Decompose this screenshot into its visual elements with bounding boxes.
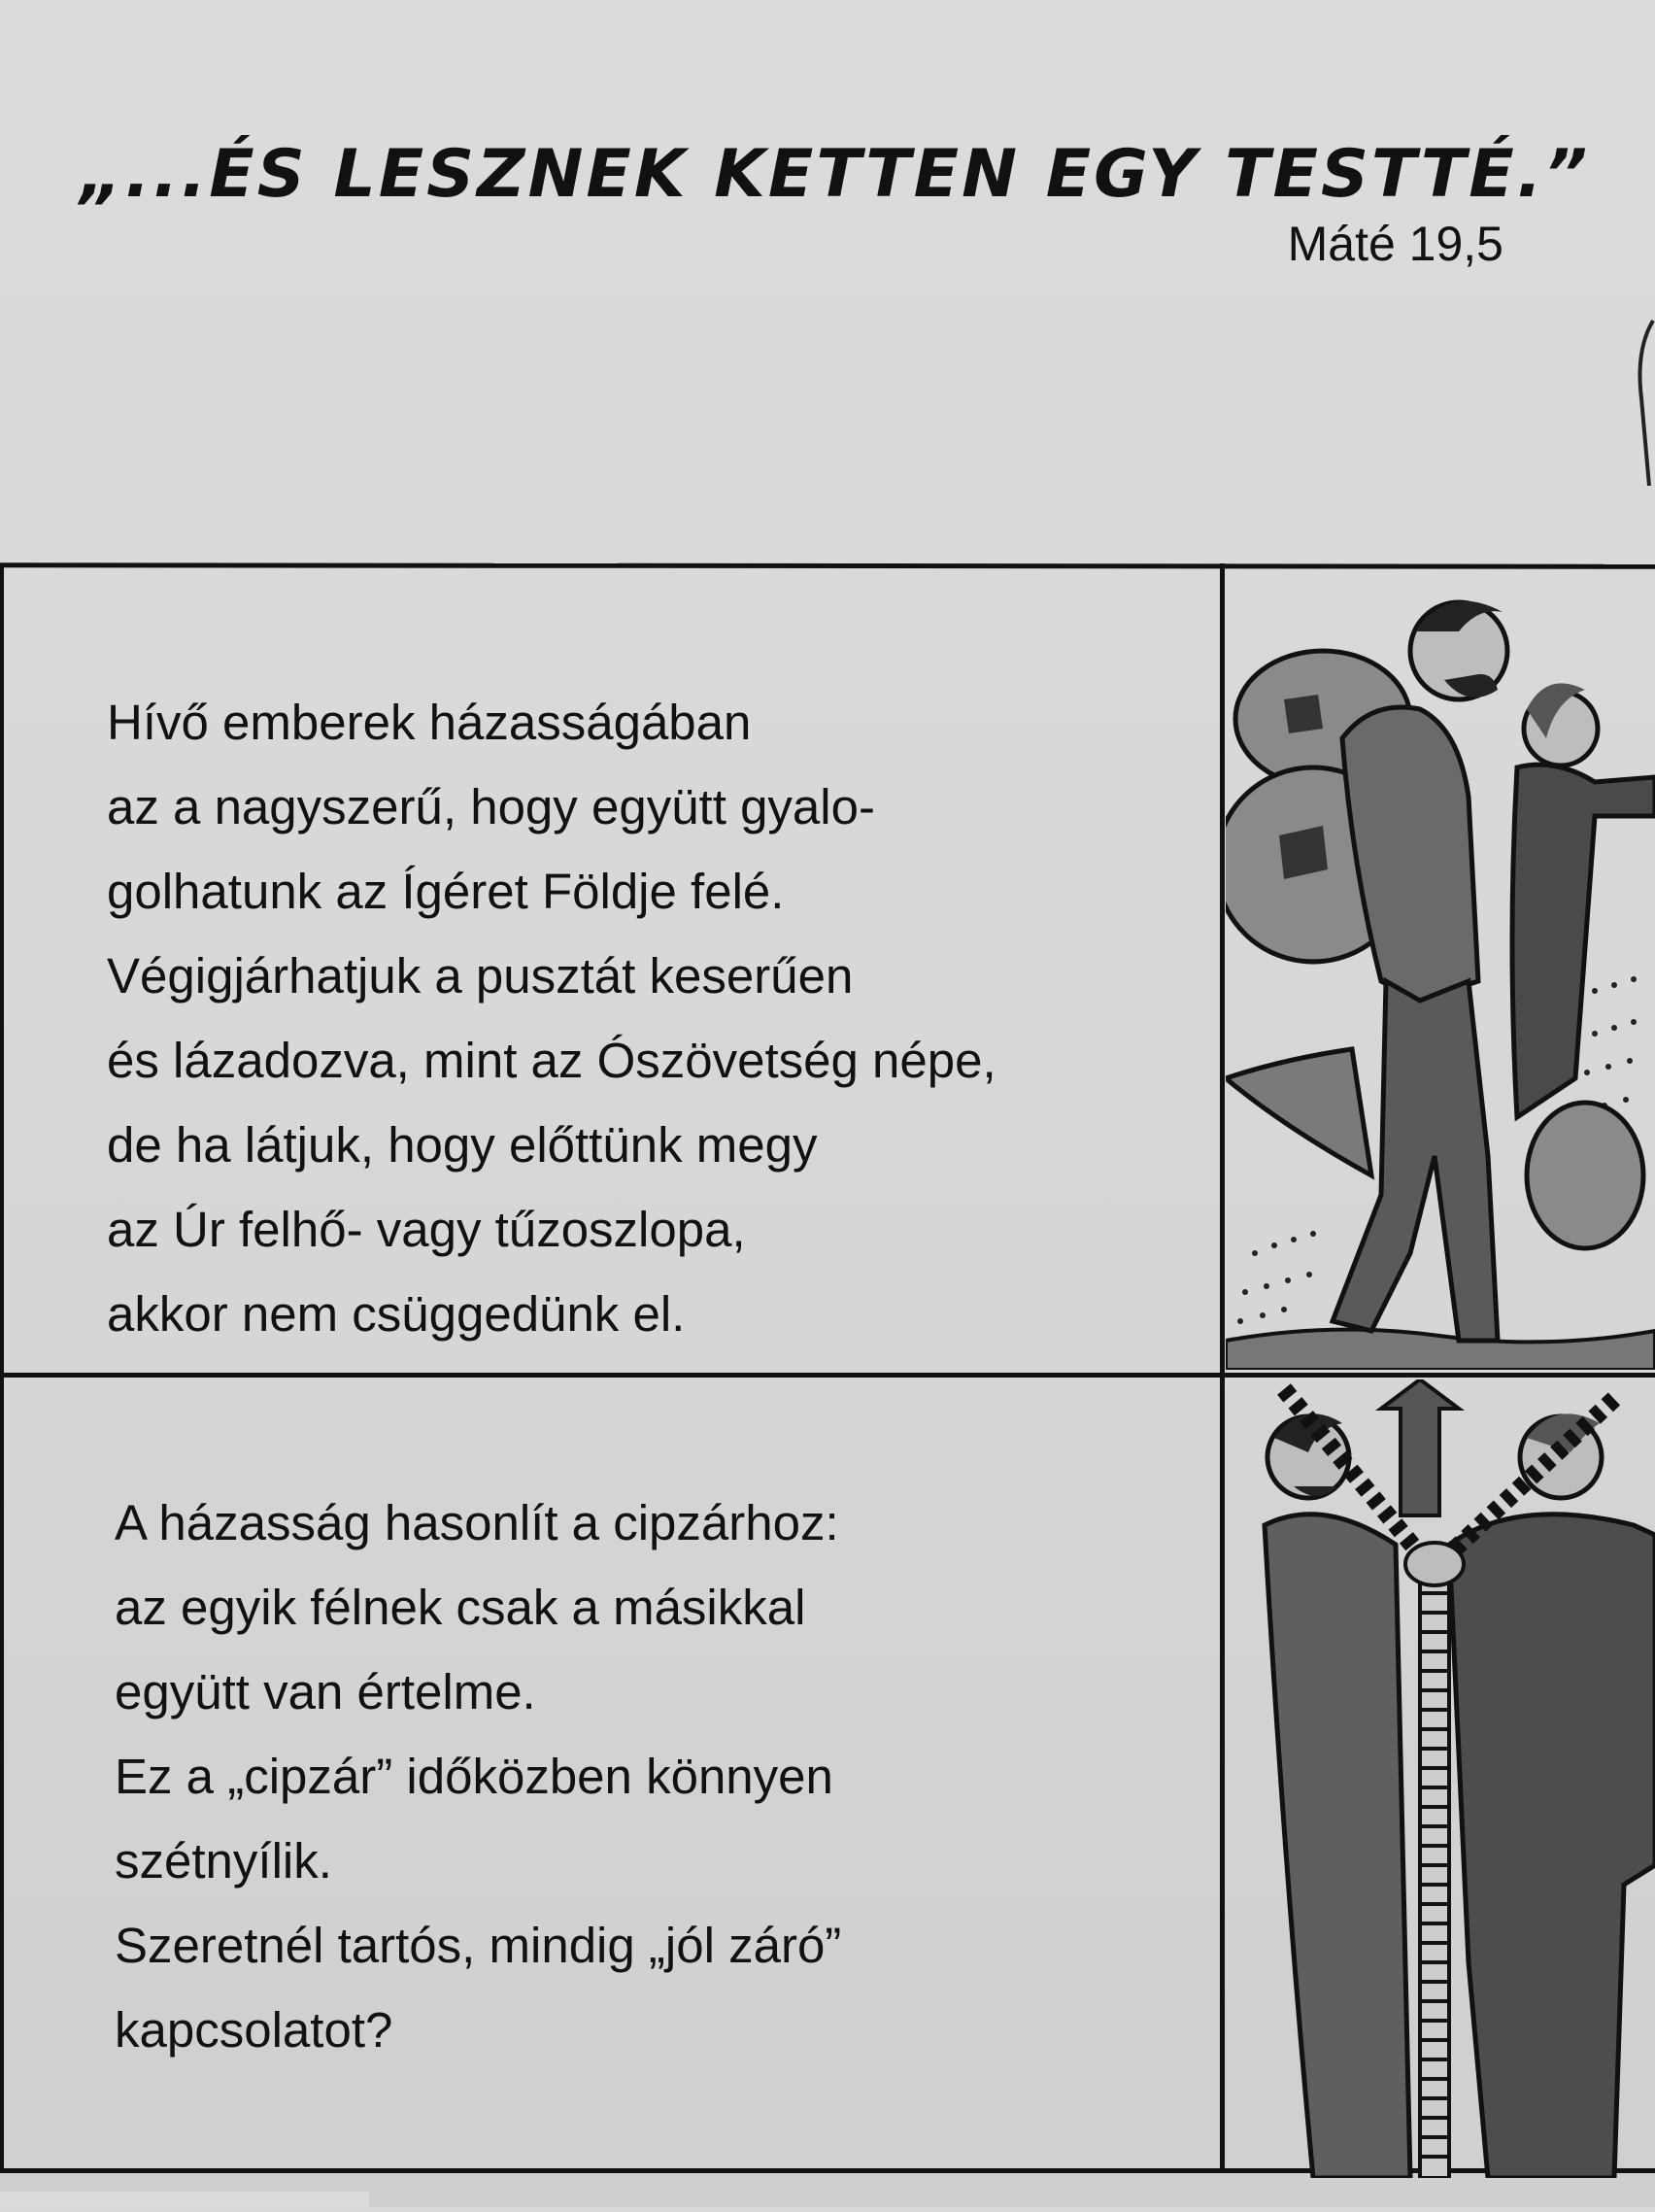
zipper-couple-illustration bbox=[1226, 1379, 1655, 2178]
panel-paragraph-wandering: Hívő emberek házasságában az a nagyszerű, hogy együtt gyalo- golhatunk az Ígéret Földje felé. Végigjárhatjuk a pusztát keserűen és lázadozva, mint az Ószövetség népe, de ha látjuk, hogy előttünk megy az Úr felhő- vagy tűzoszlopa, akkor nem csüggedünk el. bbox=[107, 695, 996, 1342]
page-edge-mark bbox=[1632, 311, 1655, 505]
frame-left-line bbox=[0, 563, 4, 2172]
wandering-couple-illustration bbox=[1226, 573, 1655, 1370]
panel-paragraph-zipper: A házasság hasonlít a cipzárhoz: az egyik félnek csak a másikkal együtt van értelme. Ez a „cipzár” időközben könnyen szétnyílik. Szeretnél tartós, mindig „jól záró” kapcsolatot? bbox=[115, 1495, 842, 2058]
frame-middle-line bbox=[0, 1373, 1655, 1378]
watermark-logo bbox=[0, 2188, 388, 2207]
page-title: „...ÉS LESZNEK KETTEN EGY TESTTÉ.” bbox=[80, 136, 1591, 213]
frame-divider-line bbox=[1220, 563, 1225, 2172]
bible-reference: Máté 19,5 bbox=[1287, 217, 1503, 271]
